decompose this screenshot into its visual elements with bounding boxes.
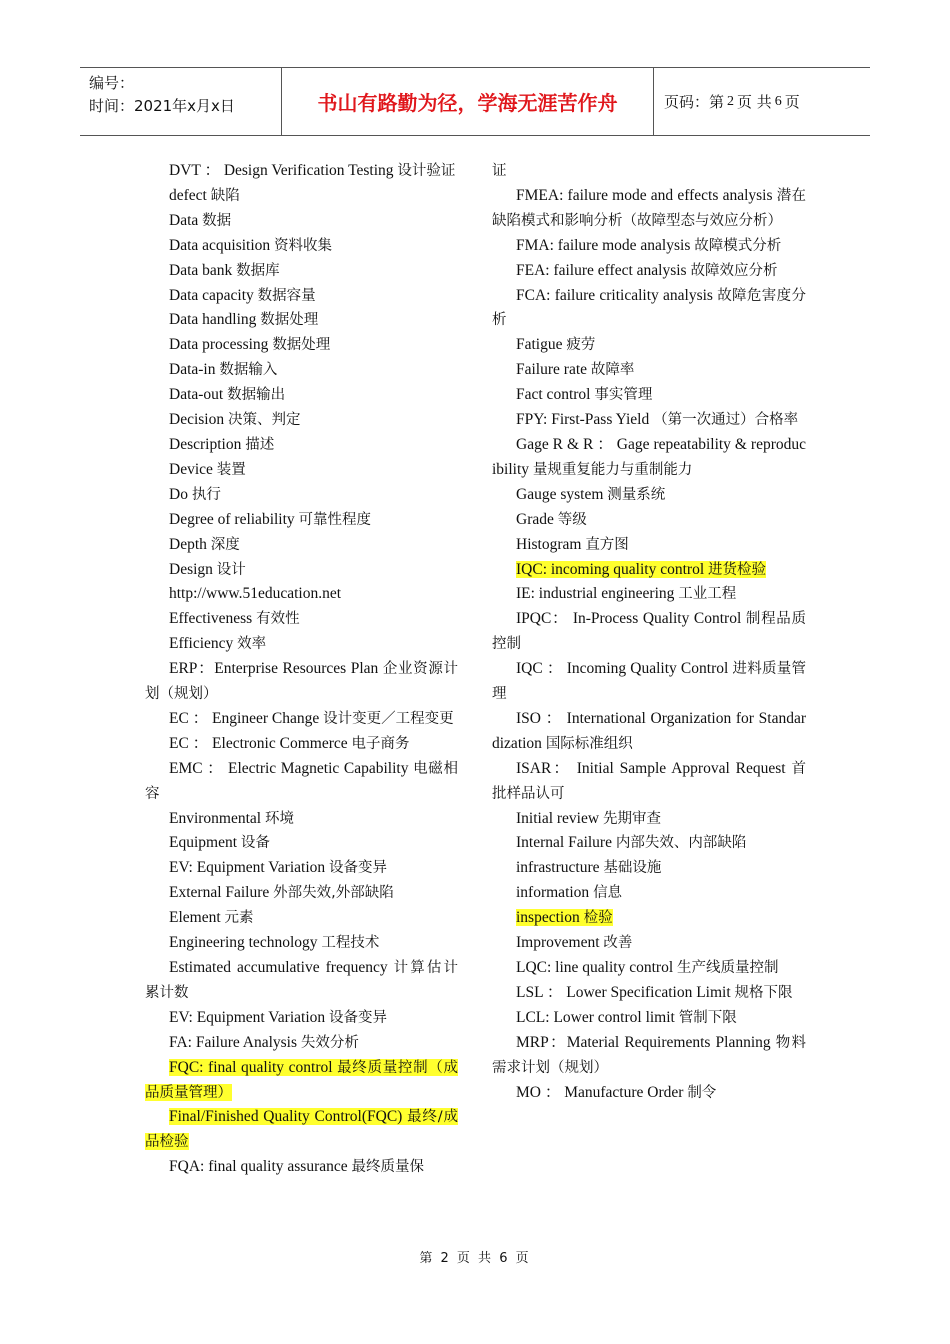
glossary-entry-text	[516, 411, 798, 428]
glossary-right-column	[492, 159, 806, 1105]
glossary-translation: 设备	[240, 835, 270, 852]
glossary-entry-text	[169, 884, 394, 901]
glossary-entry-text	[516, 934, 632, 951]
glossary-term: Grade	[516, 510, 558, 528]
header-meta	[80, 68, 281, 135]
glossary-entry-text	[145, 959, 458, 1001]
page-header	[80, 67, 870, 136]
glossary-entry	[492, 757, 806, 807]
glossary-translation: 元素	[224, 910, 254, 927]
glossary-entry	[492, 508, 806, 533]
glossary-entry	[145, 533, 458, 558]
glossary-entry	[145, 1031, 458, 1056]
glossary-translation: 可靠性程度	[298, 511, 372, 528]
glossary-term: MO ： Manufacture Order	[516, 1083, 688, 1101]
glossary-term: inspection	[516, 909, 584, 927]
number-label: 编号：	[89, 74, 135, 92]
glossary-left-column	[145, 159, 458, 1180]
glossary-translation: 数据库	[236, 262, 280, 279]
glossary-entry-text	[492, 187, 806, 229]
glossary-translation: 装置	[216, 461, 246, 478]
glossary-entry-text	[516, 511, 587, 528]
glossary-entry-text	[492, 710, 806, 752]
glossary-translation: 数据输出	[227, 387, 286, 404]
glossary-term: Description	[169, 435, 246, 453]
glossary-entry-text	[169, 1034, 359, 1051]
glossary-entry	[492, 1006, 806, 1031]
glossary-term: FMA: failure mode analysis	[516, 236, 695, 254]
glossary-translation: 量规重复能力与重制能力	[532, 461, 693, 478]
glossary-term: Environmental	[169, 809, 265, 827]
glossary-term: Fatigue	[516, 336, 567, 354]
glossary-term: Histogram	[516, 535, 586, 553]
glossary-entry-text	[516, 262, 777, 279]
glossary-entry-text	[169, 386, 285, 403]
glossary-entry-text	[492, 287, 806, 329]
glossary-translation: 最终/成品检验	[145, 1109, 458, 1151]
glossary-entry	[492, 234, 806, 259]
glossary-entry	[145, 807, 458, 832]
glossary-entry	[145, 757, 458, 807]
glossary-translation: 外部失效,外部缺陷	[273, 885, 394, 902]
glossary-term: FPY: First-Pass Yield	[516, 411, 654, 429]
glossary-translation: 事实管理	[594, 387, 653, 404]
glossary-translation: 执行	[191, 486, 221, 503]
glossary-entry	[492, 856, 806, 881]
header-motto: 书山有路勤为径，学海无涯苦作舟	[281, 68, 654, 135]
glossary-term: IPQC： In-Process Quality Control	[516, 610, 746, 628]
glossary-entry	[492, 1081, 806, 1106]
glossary-entry-text	[516, 909, 613, 926]
glossary-translation: 故障模式分析	[694, 237, 782, 254]
glossary-entry	[145, 483, 458, 508]
glossary-translation: 最终质量控制（成品质量管理）	[145, 1059, 458, 1101]
glossary-entry-text	[169, 237, 332, 254]
glossary-term: Equipment	[169, 834, 241, 852]
glossary-translation: 失效分析	[300, 1034, 359, 1051]
glossary-entry	[145, 358, 458, 383]
glossary-term: FMEA: failure mode and effects analysis	[516, 186, 777, 204]
glossary-entry	[145, 234, 458, 259]
glossary-translation: 设计	[216, 561, 246, 578]
glossary-entry	[492, 707, 806, 757]
glossary-entry	[145, 831, 458, 856]
glossary-term: FCA: failure criticality analysis	[516, 286, 718, 304]
glossary-entry-text	[169, 311, 318, 328]
glossary-entry-text	[516, 884, 622, 901]
glossary-entry	[492, 931, 806, 956]
glossary-entry-text	[169, 287, 316, 304]
glossary-entry	[145, 1155, 458, 1180]
glossary-entry-text	[169, 710, 454, 727]
glossary-term: Do	[169, 485, 192, 503]
glossary-entry	[492, 558, 806, 583]
glossary-term: Decision	[169, 411, 228, 429]
glossary-translation: 决策、判定	[227, 412, 301, 429]
glossary-entry-text	[516, 585, 736, 602]
glossary-term: Effectiveness	[169, 610, 257, 628]
glossary-entry-text	[169, 635, 266, 652]
glossary-term: Initial review	[516, 809, 603, 827]
header-page-info	[654, 68, 870, 135]
glossary-entry-text	[516, 561, 766, 578]
glossary-entry-text	[516, 810, 661, 827]
glossary-entry	[145, 856, 458, 881]
glossary-translation: 改善	[603, 935, 633, 952]
glossary-entry-text	[492, 610, 806, 652]
glossary-term: EC ： Engineer Change	[169, 709, 324, 727]
glossary-translation: 进料质量管理	[492, 661, 807, 703]
glossary-translation: 数据处理	[260, 312, 319, 329]
glossary-term: information	[516, 884, 594, 902]
glossary-entry	[145, 333, 458, 358]
glossary-translation: 先期审查	[602, 810, 661, 827]
glossary-entry	[145, 881, 458, 906]
glossary-term: ERP：Enterprise Resources Plan	[169, 660, 383, 678]
glossary-translation: 直方图	[585, 536, 629, 553]
glossary-translation: 效率	[237, 636, 267, 653]
glossary-term: DVT ： Design Verification Testing	[169, 162, 398, 179]
glossary-term: Gage R & R ： Gage repeatability & reproducibility	[492, 435, 806, 478]
glossary-entry-text	[516, 859, 661, 876]
glossary-entry-text	[169, 610, 300, 627]
glossary-translation: 工程技术	[321, 935, 380, 952]
glossary-term: Efficiency	[169, 635, 238, 653]
glossary-entry	[492, 433, 806, 483]
glossary-term: LSL ： Lower Specification Limit	[516, 983, 735, 1001]
glossary-term: IQC: incoming quality control	[516, 560, 709, 578]
glossary-translation: 基础设施	[603, 860, 662, 877]
glossary-term: IQC ： Incoming Quality Control	[516, 660, 733, 678]
glossary-entry	[145, 1105, 458, 1155]
glossary-entry	[492, 184, 806, 234]
glossary-entry-text	[492, 436, 806, 478]
glossary-term: Final/Finished Quality Control(FQC)	[169, 1108, 408, 1126]
glossary-entry	[492, 533, 806, 558]
glossary-entry-text	[169, 735, 410, 752]
glossary-entry-text	[516, 386, 652, 403]
glossary-term: ISAR： Initial Sample Approval Request	[516, 759, 792, 777]
glossary-entry	[145, 508, 458, 533]
glossary-entry	[145, 1056, 458, 1106]
glossary-translation: 设计验证	[397, 163, 456, 179]
glossary-translation: 内部失效、内部缺陷	[615, 835, 747, 852]
glossary-translation: 等级	[557, 511, 587, 528]
glossary-term: EV: Equipment Variation	[169, 1008, 329, 1026]
glossary-entry-text	[169, 810, 294, 827]
glossary-entry	[492, 981, 806, 1006]
glossary-entry-text	[492, 660, 806, 702]
glossary-term: MRP：Material Requirements Planning	[516, 1033, 776, 1051]
glossary-translation: 缺陷	[210, 187, 240, 204]
glossary-term: LCL: Lower control limit	[516, 1008, 679, 1026]
glossary-entry-text	[169, 561, 246, 578]
glossary-translation: 环境	[265, 810, 294, 827]
glossary-entry	[492, 383, 806, 408]
glossary-term: Element	[169, 909, 225, 927]
glossary-entry	[492, 408, 806, 433]
glossary-entry-text	[145, 1059, 458, 1101]
glossary-translation: 国际标准组织	[545, 735, 633, 752]
glossary-entry-text	[516, 336, 595, 353]
page-total: 6	[774, 93, 782, 109]
glossary-translation: 设计变更／工程变更	[323, 710, 454, 727]
glossary-term: Device	[169, 460, 217, 478]
glossary-entry-text	[145, 660, 458, 702]
glossary-translation: 生产线质量控制	[677, 960, 779, 976]
glossary-entry	[145, 732, 458, 757]
glossary-entry-text	[169, 162, 455, 179]
glossary-term: Data capacity	[169, 286, 258, 304]
glossary-translation: 故障效应分析	[690, 262, 778, 279]
glossary-entry	[145, 906, 458, 931]
glossary-term: Design	[169, 560, 217, 578]
glossary-entry-text	[169, 461, 246, 478]
glossary-entry-continuation	[492, 159, 806, 184]
glossary-translation: 数据容量	[257, 287, 316, 304]
glossary-entry	[145, 433, 458, 458]
glossary-translation: 故障危害度分析	[492, 287, 807, 329]
page-number: 2	[727, 93, 735, 109]
glossary-entry-text	[169, 585, 341, 602]
glossary-entry-text	[169, 909, 254, 926]
glossary-term: Engineering technology	[169, 934, 322, 952]
glossary-entry-text	[516, 361, 634, 378]
glossary-translation: 设备变异	[329, 860, 387, 877]
glossary-entry-text	[169, 187, 240, 204]
glossary-term: Depth	[169, 535, 211, 553]
glossary-translation: 数据处理	[272, 337, 331, 354]
glossary-term: External Failure	[169, 884, 274, 902]
glossary-entry-text	[169, 536, 240, 553]
glossary-term: Data bank	[169, 261, 237, 279]
glossary-term: EC ： Electronic Commerce	[169, 734, 352, 752]
glossary-entry-text	[145, 1108, 458, 1150]
glossary-translation: 深度	[210, 536, 240, 553]
glossary-entry	[492, 807, 806, 832]
glossary-entry-text	[169, 1009, 387, 1026]
glossary-entry	[492, 483, 806, 508]
glossary-term: Failure rate	[516, 361, 591, 379]
glossary-translation: 信息	[593, 885, 623, 902]
glossary-entry	[145, 931, 458, 956]
glossary-entry	[492, 284, 806, 334]
glossary-entry-text	[169, 212, 231, 229]
glossary-term: Improvement	[516, 934, 604, 952]
glossary-term: Estimated accumulative frequency	[169, 959, 394, 976]
glossary-entry-text	[169, 436, 274, 453]
glossary-term: Internal Failure	[516, 834, 616, 852]
continuation-text: 证	[492, 163, 507, 179]
glossary-entry	[145, 607, 458, 632]
glossary-translation: 计算估计累计数	[145, 960, 459, 1001]
glossary-entry-text	[516, 1009, 737, 1026]
glossary-term: Data acquisition	[169, 236, 275, 254]
glossary-entry	[492, 831, 806, 856]
glossary-term: infrastructure	[516, 859, 604, 877]
glossary-entry	[492, 1031, 806, 1081]
glossary-term: defect	[169, 186, 211, 204]
glossary-translation: 首批样品认可	[492, 760, 806, 802]
glossary-term: Fact control	[516, 386, 595, 404]
glossary-entry-text	[516, 486, 665, 503]
glossary-entry-text	[492, 760, 806, 802]
glossary-term: Data	[169, 211, 203, 229]
glossary-entry	[145, 1006, 458, 1031]
glossary-translation: 电子商务	[351, 735, 410, 752]
glossary-entry	[145, 632, 458, 657]
glossary-translation: 数据输入	[219, 362, 278, 379]
glossary-term: ISO ： International Organization for Standardization	[492, 709, 806, 752]
glossary-entry	[492, 358, 806, 383]
glossary-term: Gauge system	[516, 485, 608, 503]
glossary-translation: 测量系统	[607, 486, 666, 503]
glossary-entry-text	[145, 760, 458, 802]
glossary-entry	[145, 209, 458, 234]
glossary-entry-text	[516, 984, 793, 1001]
glossary-entry	[145, 707, 458, 732]
glossary-entry	[145, 956, 458, 1006]
glossary-term: FQC: final quality control	[169, 1058, 338, 1076]
glossary-entry-text	[516, 834, 746, 851]
glossary-entry-text	[169, 1158, 424, 1175]
glossary-entry-text	[169, 411, 300, 428]
glossary-translation: 数据	[202, 212, 232, 229]
glossary-translation: 物料需求计划（规划）	[492, 1034, 807, 1076]
glossary-translation: （第一次通过）合格率	[653, 412, 799, 429]
glossary-term: FEA: failure effect analysis	[516, 261, 691, 279]
glossary-entry-text	[516, 237, 781, 254]
glossary-term: EMC ： Electric Magnetic Capability	[169, 759, 414, 777]
glossary-translation: 检验	[583, 910, 613, 927]
glossary-entry-text	[492, 1034, 806, 1076]
glossary-entry	[145, 284, 458, 309]
glossary-entry	[492, 607, 806, 657]
glossary-entry-text	[169, 486, 221, 503]
glossary-term: FA: Failure Analysis	[169, 1033, 301, 1051]
glossary-entry	[492, 259, 806, 284]
glossary-translation: 疲劳	[566, 337, 596, 354]
glossary-entry	[492, 906, 806, 931]
glossary-entry	[492, 333, 806, 358]
glossary-term: Degree of reliability	[169, 510, 299, 528]
time-label: 时间：2021年x月x日	[89, 97, 235, 115]
glossary-term: http://www.51education.net	[169, 585, 342, 603]
glossary-translation: 描述	[245, 436, 275, 453]
glossary-term: FQA: final quality assurance	[169, 1158, 352, 1176]
glossary-entry-text	[169, 859, 387, 876]
glossary-entry	[145, 657, 458, 707]
glossary-entry-text	[169, 834, 270, 851]
glossary-entry-text	[169, 511, 371, 528]
page-footer: 第 2 页 共 6 页	[419, 1251, 531, 1266]
glossary-entry-text	[169, 262, 280, 279]
glossary-translation: 有效性	[256, 611, 300, 628]
page-suffix: 页	[784, 93, 800, 111]
glossary-translation: 企业资源计划（规划）	[145, 661, 459, 703]
glossary-entry-text	[516, 1084, 716, 1101]
glossary-term: IE: industrial engineering	[516, 585, 679, 603]
glossary-term: Data-in	[169, 361, 220, 379]
glossary-entry	[492, 881, 806, 906]
glossary-entry-text	[516, 536, 629, 553]
glossary-entry	[145, 308, 458, 333]
glossary-entry-text	[516, 959, 779, 976]
glossary-entry	[492, 956, 806, 981]
glossary-translation: 管制下限	[678, 1009, 737, 1026]
glossary-entry	[145, 558, 458, 583]
page-mid: 页 共	[737, 93, 772, 111]
glossary-translation: 工业工程	[678, 586, 737, 603]
glossary-entry	[145, 582, 458, 607]
glossary-entry-text	[169, 934, 379, 951]
glossary-entry	[145, 159, 458, 184]
glossary-translation: 电磁相容	[145, 760, 458, 802]
glossary-translation: 设备变异	[329, 1009, 387, 1026]
glossary-entry	[145, 259, 458, 284]
glossary-translation: 制令	[687, 1084, 717, 1101]
glossary-entry	[145, 408, 458, 433]
glossary-translation: 规格下限	[734, 984, 793, 1001]
glossary-term: Data handling	[169, 311, 261, 329]
glossary-term: EV: Equipment Variation	[169, 859, 329, 877]
glossary-term: LQC: line quality control	[516, 959, 678, 976]
glossary-term: Data-out	[169, 386, 228, 404]
page-prefix: 页码：第	[664, 93, 725, 111]
glossary-entry	[145, 458, 458, 483]
glossary-translation: 最终质量保	[351, 1159, 425, 1176]
glossary-entry	[145, 383, 458, 408]
glossary-entry-text	[169, 336, 330, 353]
glossary-entry	[492, 657, 806, 707]
glossary-translation: 潜在缺陷模式和影响分析（故障型态与效应分析）	[492, 187, 806, 229]
glossary-entry-text	[169, 361, 277, 378]
glossary-translation: 资料收集	[274, 237, 333, 254]
glossary-translation: 制程品质控制	[492, 611, 806, 653]
glossary-entry	[145, 184, 458, 209]
glossary-term: Data processing	[169, 336, 273, 354]
glossary-translation: 进货检验	[708, 561, 767, 578]
glossary-translation: 故障率	[590, 362, 635, 379]
glossary-entry	[492, 582, 806, 607]
